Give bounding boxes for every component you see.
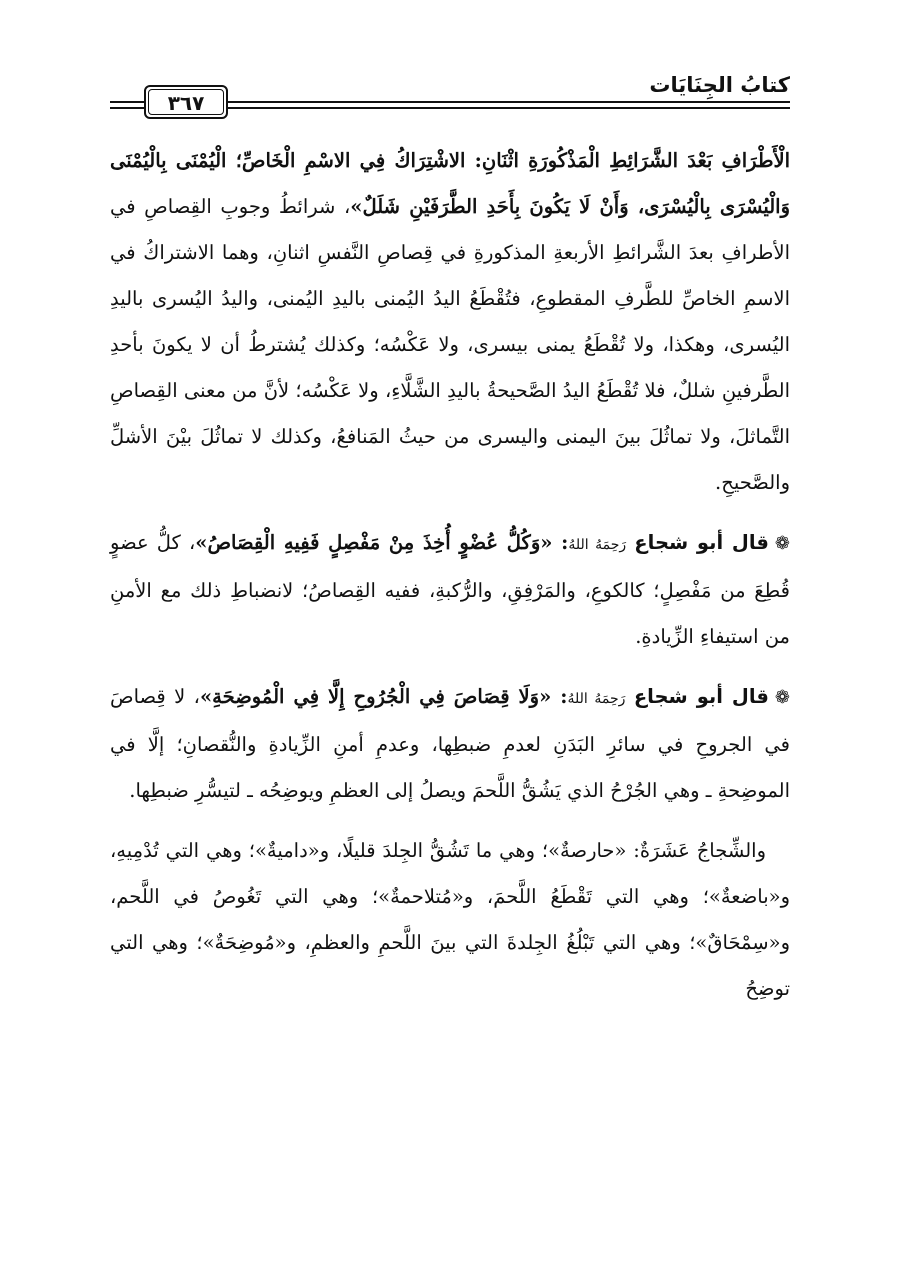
matn-text: الْأَطْرَافِ بَعْدَ الشَّرَائِطِ الْمَذْكُورَةِ اثْنَانِ: الاشْتِرَاكُ فِي الاسْمِ الْخَاصِّ؛ الْيُمْنَى بِالْيُمْنَى وَالْيُسْرَى بِالْيُسْرَى، وَأَنْ لَا يَكُونَ بِأَحَدِ الطَّرَفَيْنِ شَلَلٌ» — [110, 149, 790, 218]
paragraph-1 — [110, 138, 790, 506]
speaker-name: قال أبو شجاع — [634, 531, 769, 554]
sharh-text: ، كلُّ عضوٍ قُطِعَ من مَفْصِلٍ؛ كالكوعِ، والمَرْفِقِ، والرُّكبةِ، ففيه القِصاصُ؛ لانضباطِ ذلك مع الأمنِ من استيفاءِ الزِّيادةِ. — [110, 531, 790, 648]
sharh-text: والشِّجاجُ عَشَرَةٌ: «حارصةٌ»؛ وهي ما تَشُقُّ الجِلدَ قليلًا، و«داميةٌ»؛ وهي التي تُدْمِيهِ، و«باضعةٌ»؛ وهي التي تَقْطَعُ اللَّحمَ، و«مُتلاحمةٌ»؛ وهي التي تَغُوصُ في اللَّحم، و«سِمْحَاقٌ»؛ وهي التي تَبْلُغُ الجِلدةَ التي بينَ اللَّحمِ والعظمِ، و«مُوضِحَةٌ»؛ وهي التي توضِحُ — [110, 839, 790, 1000]
paragraph-2 — [110, 520, 790, 660]
book-title: كتابُ الجِنَايَات — [649, 73, 790, 97]
page-number: ٣٦٧ — [148, 89, 224, 115]
paragraph-4 — [110, 828, 790, 1012]
matn-text: : «وَكُلُّ عُضْوٍ أُخِذَ مِنْ مَفْصِلٍ فَفِيهِ الْقِصَاصُ» — [195, 531, 569, 554]
honorific: رَحِمَهُ اللهُ — [568, 537, 627, 553]
speaker-name: قال أبو شجاع — [633, 685, 769, 708]
sharh-text: ، لا قِصاصَ في الجروحِ في سائرِ البَدَنِ لعدمِ ضبطِها، وعدمِ أمنِ الزِّيادةِ والنُّقصانِ؛ إلَّا في الموضِحةِ ـ وهي الجُرْحُ الذي يَشُقُّ اللَّحمَ ويصلُ إلى العظمِ ويوضِحُه ـ لتيسُّرِ ضبطِها. — [110, 685, 790, 802]
page-body — [110, 138, 790, 1012]
flower-ornament-icon: ❁ — [774, 687, 791, 708]
honorific: رَحِمَهُ اللهُ — [567, 691, 626, 707]
page-header — [110, 70, 790, 120]
page-number-frame — [144, 85, 228, 119]
matn-text: : «وَلَا قِصَاصَ فِي الْجُرُوحِ إِلَّا فِي الْمُوضِحَةِ» — [199, 685, 568, 708]
flower-ornament-icon: ❁ — [774, 533, 791, 554]
paragraph-3 — [110, 674, 790, 814]
sharh-text: ، شرائطُ وجوبِ القِصاصِ في الأطرافِ بعدَ الشَّرائطِ الأربعةِ المذكورةِ في قِصاصِ النَّفسِ اثنانِ، وهما الاشتراكُ في الاسمِ الخاصِّ للطَّرفِ المقطوعِ، فتُقْطَعُ اليدُ اليُمنى باليدِ اليُمنى، واليدُ اليُسرى باليدِ اليُسرى، وهكذا، ولا تُقْطَعُ يمنى بيسرى، ولا عَكْسُه؛ وكذلك يُشترطُ أن لا يكونَ بأحدِ الطَّرفينِ شللٌ، فلا تُقْطَعُ اليدُ الصَّحيحةُ باليدِ الشَّلَّاءِ، ولا عَكْسُه؛ لأنَّ من معنى القِصاصِ التَّماثلَ، ولا تماثُلَ بينَ اليمنى واليسرى من حيثُ المَنافعُ، وكذلك لا تماثُلَ بيْنَ الأشلِّ والصَّحيحِ. — [110, 195, 790, 494]
